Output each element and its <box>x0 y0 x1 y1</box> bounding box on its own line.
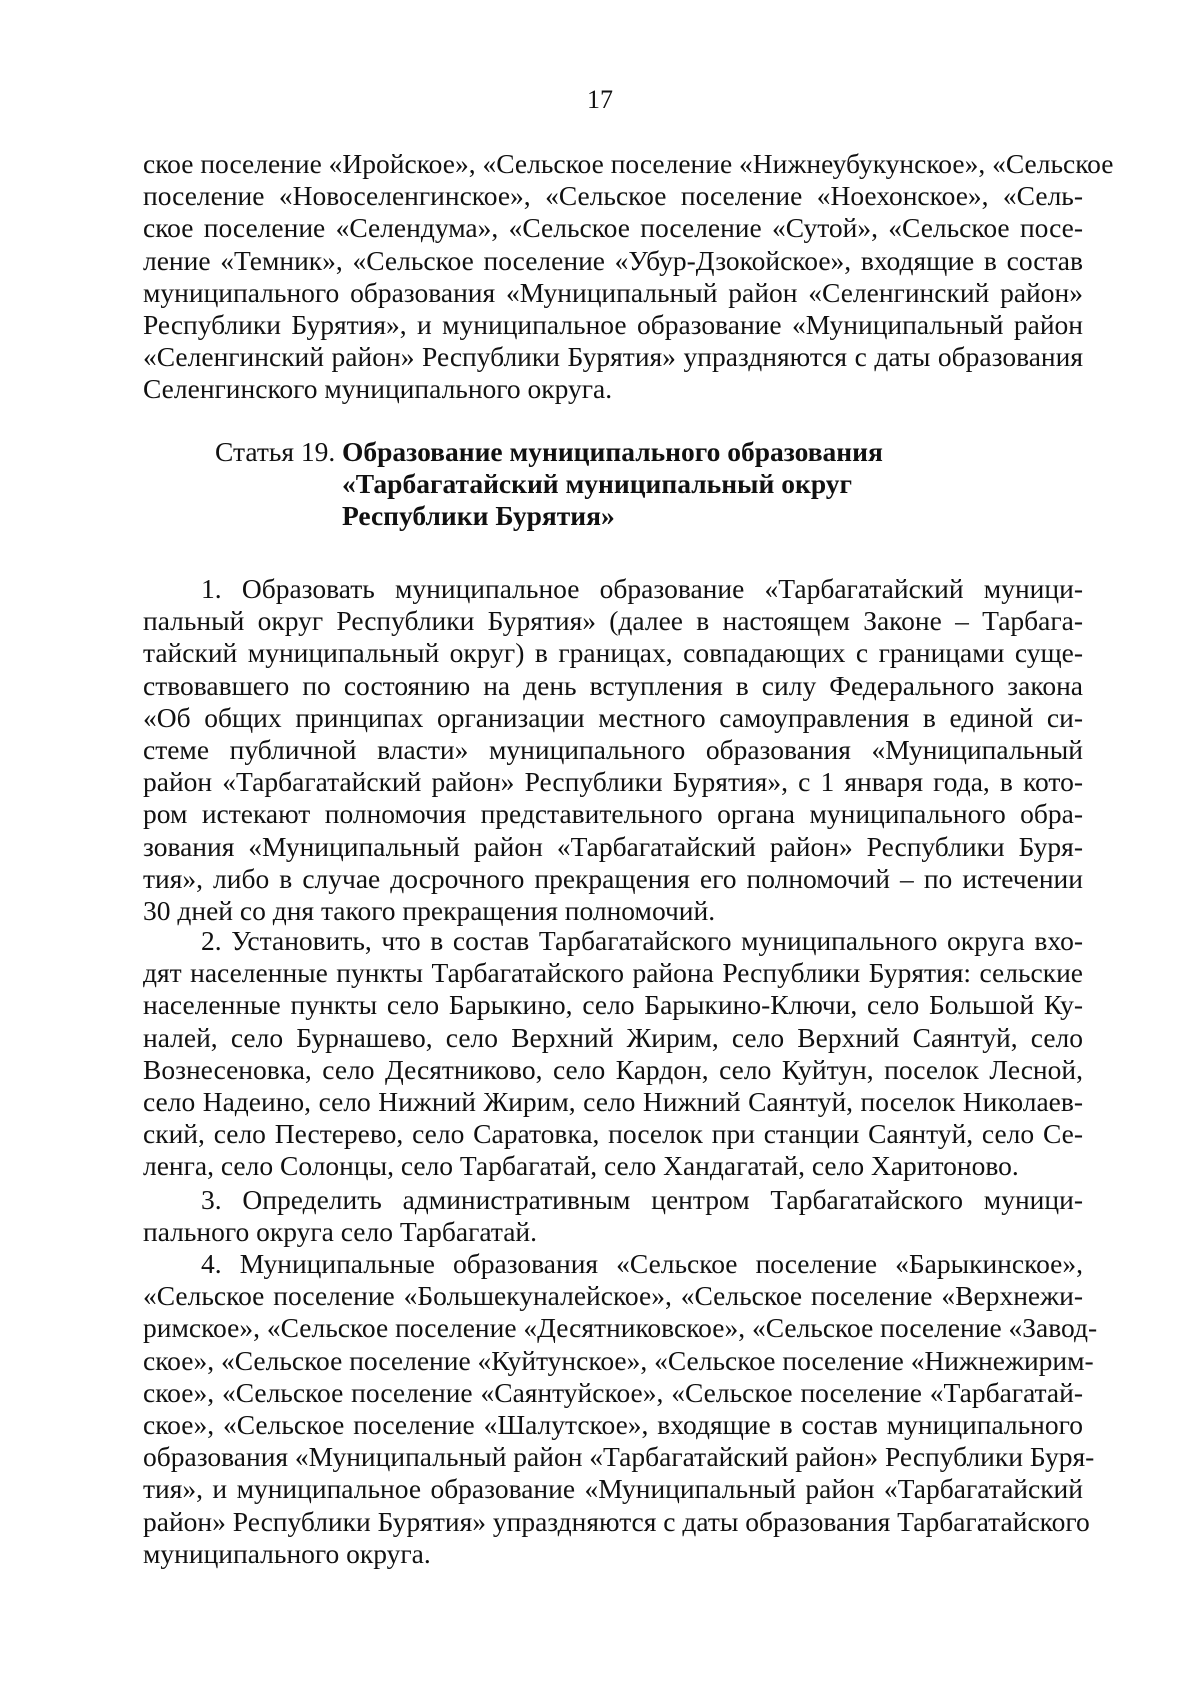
text-line: 4. Муниципальные образования «Сельское поселение «Барыкинское», <box>201 1248 1083 1279</box>
text-line: «Селенгинский район» Республики Бурятия» упраздняются с даты образования <box>143 341 1083 373</box>
article-title <box>342 436 883 532</box>
text-line: ское поселение «Селендума», «Сельское поселение «Сутой», «Сельское посе- <box>143 212 1083 244</box>
section-4-paragraph <box>143 1248 1098 1570</box>
section-2-paragraph <box>143 925 1083 1183</box>
text-line: стеме публичной власти» муниципального образования «Муниципальный <box>143 734 1083 766</box>
page-number: 17 <box>587 85 613 114</box>
text-line: образования «Муниципальный район «Тарбагатайский район» Республики Буря- <box>143 1441 1095 1473</box>
text-line: «Сельское поселение «Большекуналейское», «Сельское поселение «Верхнежи- <box>143 1280 1083 1312</box>
article-title-line: «Тарбагатайский муниципальный округ <box>342 468 852 499</box>
text-line: 1. Образовать муниципальное образование «Тарбагатайский муници- <box>201 573 1083 604</box>
text-line: 30 дней со дня такого прекращения полномочий. <box>143 895 716 927</box>
text-line: ствовавшего по состоянию на день вступления в силу Федерального закона <box>143 669 1083 701</box>
text-line: Вознесеновка, село Десятниково, село Кардон, село Куйтун, поселок Лесной, <box>143 1053 1083 1085</box>
article-title-line: Образование муниципального образования <box>342 436 883 467</box>
text-line: римское», «Сельское поселение «Десятниковское», «Сельское поселение «Завод- <box>143 1312 1098 1344</box>
text-line: ское поселение «Иройское», «Сельское поселение «Нижнеубукунское», «Сельское <box>143 148 1114 179</box>
text-line: пального округа село Тарбагатай. <box>143 1216 538 1248</box>
text-line: муниципального образования «Муниципальный район «Селенгинский район» <box>143 276 1083 308</box>
text-line: ское», «Сельское поселение «Куйтунское», «Сельское поселение «Нижнежирим- <box>143 1344 1094 1376</box>
text-line: зования «Муниципальный район «Тарбагатайский район» Республики Буря- <box>143 830 1083 862</box>
text-line: район «Тарбагатайский район» Республики Бурятия», с 1 января года, в кото- <box>143 766 1083 798</box>
intro-paragraph <box>143 148 1114 406</box>
text-line: ское», «Сельское поселение «Саянтуйское», «Сельское поселение «Тарбагатай- <box>143 1376 1083 1408</box>
text-line: ром истекают полномочия представительного органа муниципального обра- <box>143 798 1083 830</box>
text-line: ленга, село Солонцы, село Тарбагатай, село Хандагатай, село Харитоново. <box>143 1150 1019 1182</box>
text-line: тия», и муниципальное образование «Муниципальный район «Тарбагатайский <box>143 1473 1083 1505</box>
text-line: Республики Бурятия», и муниципальное образование «Муниципальный район <box>143 309 1083 341</box>
text-line: поселение «Новоселенгинское», «Сельское поселение «Ноехонское», «Сель- <box>143 180 1083 212</box>
text-line: район» Республики Бурятия» упраздняются с даты образования Тарбагатайского <box>143 1505 1090 1537</box>
text-line: дят населенные пункты Тарбагатайского района Республики Бурятия: сельские <box>143 957 1083 989</box>
text-line: ление «Темник», «Сельское поселение «Убур-Дзокойское», входящие в состав <box>143 244 1083 276</box>
text-line: муниципального округа. <box>143 1537 431 1569</box>
text-line: ское», «Сельское поселение «Шалутское», входящие в состав муниципального <box>143 1409 1083 1441</box>
article-label: Статья 19. <box>215 436 336 467</box>
text-line: 3. Определить административным центром Тарбагатайского муници- <box>201 1184 1083 1215</box>
text-line: «Об общих принципах организации местного самоуправления в единой си- <box>143 701 1083 733</box>
section-1-paragraph <box>143 573 1083 927</box>
article-title-line: Республики Бурятия» <box>342 500 615 531</box>
section-3-paragraph <box>143 1184 1083 1248</box>
text-line: Селенгинского муниципального округа. <box>143 373 613 405</box>
text-line: тайский муниципальный округ) в границах, совпадающих с границами суще- <box>143 637 1083 669</box>
text-line: налей, село Бурнашево, село Верхний Жирим, село Верхний Саянтуй, село <box>143 1021 1083 1053</box>
text-line: село Надеино, село Нижний Жирим, село Нижний Саянтуй, поселок Николаев- <box>143 1086 1083 1118</box>
text-line: ский, село Пестерево, село Саратовка, поселок при станции Саянтуй, село Се- <box>143 1118 1083 1150</box>
text-line: тия», либо в случае досрочного прекращения его полномочий – по истечении <box>143 862 1083 894</box>
text-line: пальный округ Республики Бурятия» (далее в настоящем Законе – Тарбага- <box>143 605 1083 637</box>
text-line: 2. Установить, что в состав Тарбагатайского муниципального округа вхо- <box>201 925 1083 956</box>
text-line: населенные пункты село Барыкино, село Барыкино-Ключи, село Большой Ку- <box>143 989 1083 1021</box>
